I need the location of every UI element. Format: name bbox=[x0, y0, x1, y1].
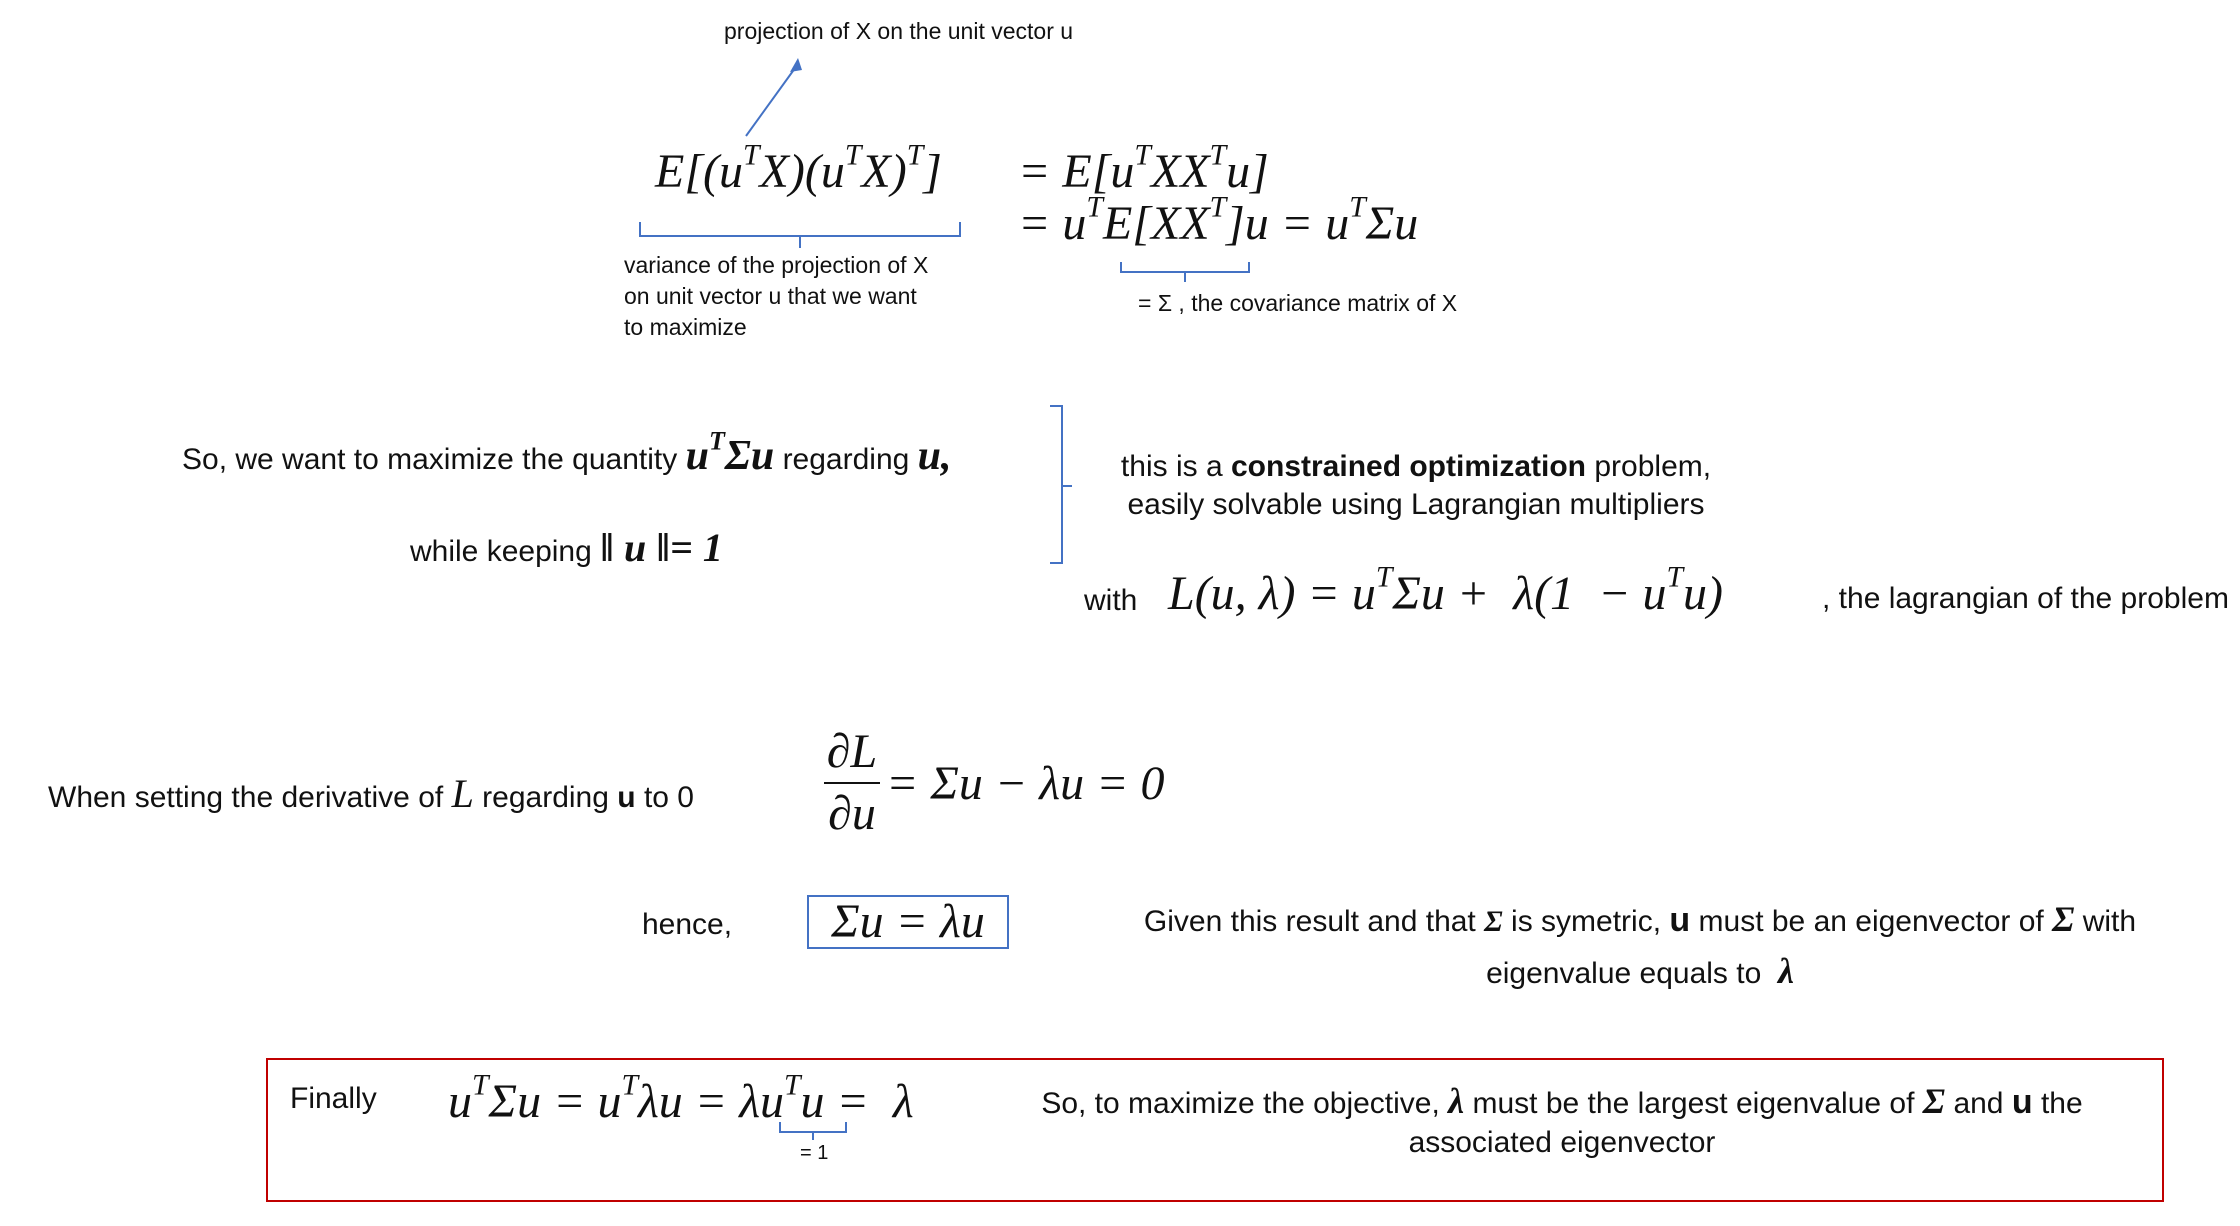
variance-note-line-2: on unit vector u that we want bbox=[624, 283, 917, 309]
constrained-note-line-1 bbox=[1096, 450, 1736, 484]
variance-expression: $E[(u^TX)(u^TX)^T]$ bbox=[655, 138, 942, 198]
projection-arrow bbox=[746, 64, 798, 136]
eigen-text-e: eigenvalue equals to bbox=[1486, 957, 1762, 990]
finally-label bbox=[290, 1082, 377, 1116]
with-label bbox=[1084, 584, 1137, 618]
eigen-text-b: is symetric, bbox=[1511, 905, 1662, 938]
fraction-bar bbox=[824, 782, 880, 784]
constrained-bold: constrained optimization bbox=[1230, 450, 1587, 483]
variance-note-line-1: variance of the projection of X bbox=[624, 252, 929, 278]
norm-equals-one bbox=[800, 1142, 828, 1165]
expectation-line-1: = $E[u^TXX^Tu]$ bbox=[1018, 138, 1269, 198]
eigen-sigma-2: Σ bbox=[2052, 899, 2075, 939]
with-text: with bbox=[1084, 584, 1138, 617]
covariance-brace bbox=[1121, 262, 1249, 282]
hence-text: hence, bbox=[642, 908, 733, 941]
eigen-note-line-2 bbox=[1140, 950, 2140, 992]
objective-bracket bbox=[1050, 406, 1072, 563]
covariance-note-text: = Σ , the covariance matrix of X bbox=[1138, 290, 1458, 316]
eigen-lambda: λ bbox=[1777, 951, 1794, 991]
variance-note bbox=[624, 250, 928, 343]
constraint-prefix: while keeping bbox=[410, 535, 592, 568]
eigen-note-line-1 bbox=[1140, 898, 2140, 940]
objective-quantity: $u^T\Sigma u$ bbox=[685, 426, 775, 479]
derivative-var: L bbox=[451, 771, 474, 816]
conclusion-text-d: the bbox=[2040, 1087, 2083, 1120]
expectation-line-2: = $u^TE[XX^T]u = u^T\Sigma u$ bbox=[1018, 190, 1419, 250]
conclusion-lambda: λ bbox=[1448, 1081, 1465, 1121]
objective-prefix: So, we want to maximize the quantity bbox=[182, 443, 678, 476]
eigen-text-d: with bbox=[2082, 905, 2137, 938]
hence-label bbox=[642, 908, 732, 942]
objective-var: u, bbox=[917, 433, 952, 479]
result-equation: Σu = λu bbox=[831, 895, 985, 948]
derivative-prefix: When setting the derivative of bbox=[48, 781, 444, 814]
derivative-rhs bbox=[886, 756, 1164, 811]
objective-line-2 bbox=[410, 524, 723, 571]
arrow-head-icon bbox=[790, 58, 802, 72]
eigen-sigma: Σ bbox=[1484, 905, 1503, 938]
final-conclusion bbox=[1012, 1080, 2112, 1160]
constrained-text-b: problem, bbox=[1594, 450, 1712, 483]
constrained-note-line-2: easily solvable using Lagrangian multipliers bbox=[1127, 488, 1705, 521]
result-box bbox=[807, 895, 1009, 949]
variance-brace bbox=[640, 222, 960, 248]
conclusion-text-a: So, to maximize the objective, bbox=[1041, 1087, 1440, 1120]
derivative-rhs-text: = Σu − λu = 0 bbox=[886, 757, 1165, 810]
lagrangian-note bbox=[1822, 582, 2229, 616]
conclusion-text-c: and bbox=[1953, 1087, 2004, 1120]
constrained-text-a: this is a bbox=[1120, 450, 1223, 483]
norm-equals-one-text: = 1 bbox=[800, 1142, 829, 1164]
final-equation: $u^T\Sigma u = u^T\lambda u = \lambda u^Tu = \lambda$ bbox=[448, 1068, 914, 1128]
eigen-text-a: Given this result and that bbox=[1143, 905, 1476, 938]
objective-middle: regarding bbox=[782, 443, 910, 476]
projection-note-text: projection of X on the unit vector u bbox=[724, 18, 1074, 44]
objective-line-1 bbox=[182, 426, 952, 480]
projection-note bbox=[724, 16, 1073, 47]
lagrangian-equation: L(u, $\lambda) = u^T\Sigma u + \lambda(1 - u^Tu)$ bbox=[1168, 560, 1723, 620]
eigen-u: u bbox=[1669, 901, 1691, 939]
finally-text: Finally bbox=[290, 1082, 377, 1115]
constrained-note bbox=[1096, 450, 1736, 522]
conclusion-sigma: Σ bbox=[1922, 1081, 1946, 1121]
final-conclusion-line-2: associated eigenvector bbox=[1408, 1126, 1716, 1159]
norm-constraint: ‖ u ‖= 1 bbox=[600, 525, 723, 570]
conclusion-u: u bbox=[2011, 1083, 2033, 1121]
conclusion-text-b: must be the largest eigenvalue of bbox=[1472, 1087, 1915, 1120]
final-conclusion-line-1 bbox=[1012, 1080, 2112, 1122]
eigen-note bbox=[1140, 898, 2140, 992]
eigen-text-c: must be an eigenvector of bbox=[1698, 905, 2044, 938]
derivative-u: u bbox=[617, 781, 636, 814]
derivative-suffix: to 0 bbox=[643, 781, 694, 814]
derivative-middle: regarding bbox=[482, 781, 609, 814]
derivative-numerator: ∂L bbox=[826, 725, 878, 778]
derivative-denominator: ∂u bbox=[828, 787, 876, 840]
covariance-note bbox=[1138, 288, 1457, 319]
derivative-fraction bbox=[824, 724, 880, 842]
derivative-text bbox=[48, 770, 694, 817]
lagrangian-note-text: , the lagrangian of the problem bbox=[1822, 582, 2229, 615]
variance-note-line-3: to maximize bbox=[624, 314, 747, 340]
